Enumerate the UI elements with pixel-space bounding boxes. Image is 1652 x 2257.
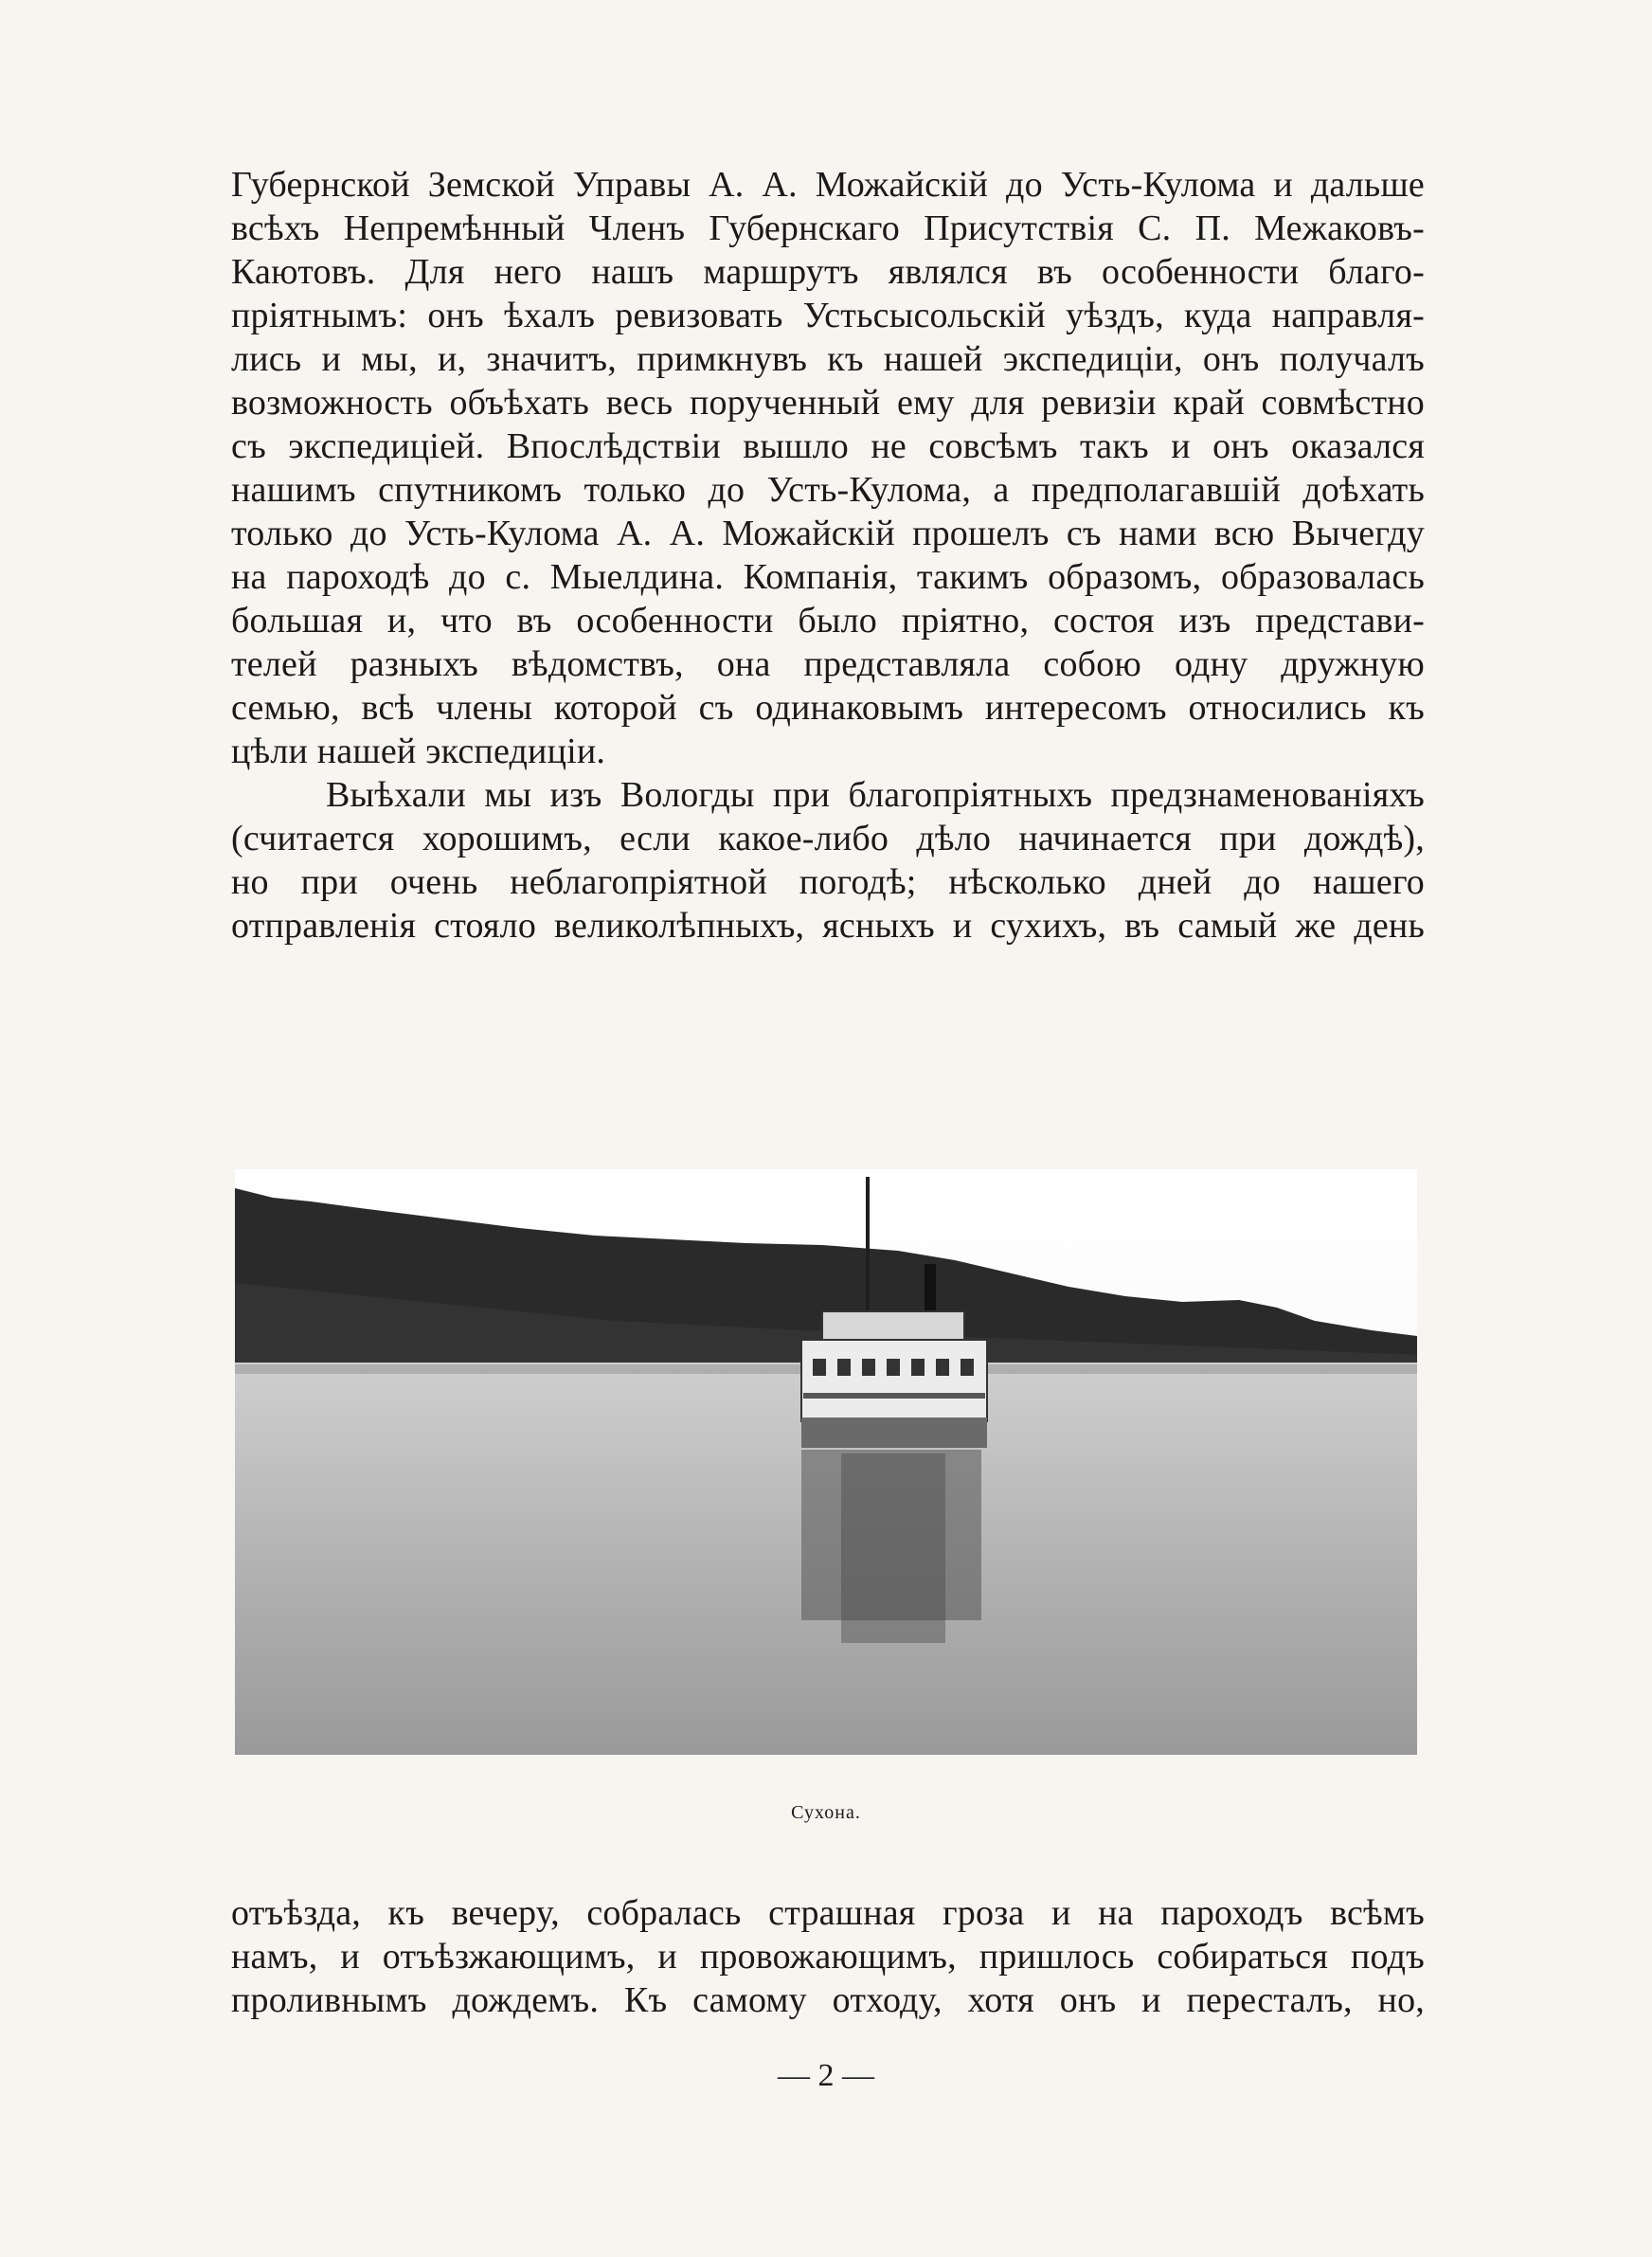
body-text-bottom — [231, 1891, 1425, 2022]
text-line: проливнымъ дождемъ. Къ самому отходу, хотя онъ и пересталъ, но, — [231, 1980, 1425, 2020]
text-line: Губернской Земской Управы А. А. Можайскій до Усть-Кулома и дальше — [231, 165, 1425, 205]
text-line: большая и, что въ особенности было пріятно, состоя изъ представи- — [231, 601, 1425, 641]
text-line: намъ, и отъѣзжающимъ, и провожающимъ, пришлось собираться подъ — [231, 1937, 1425, 1977]
text-line: отправленія стояло великолѣпныхъ, ясныхъ и сухихъ, въ самый же день — [231, 906, 1425, 946]
text-line: телей разныхъ вѣдомствъ, она представляла собою одну дружную — [231, 644, 1425, 684]
text-line: цѣли нашей экспедиціи. — [231, 731, 606, 771]
text-line: всѣхъ Непремѣнный Членъ Губернскаго Присутствія С. П. Межаковъ- — [231, 208, 1425, 248]
text-line: съ экспедиціей. Впослѣдствіи вышло не совсѣмъ такъ и онъ оказался — [231, 426, 1425, 466]
text-line: нашимъ спутникомъ только до Усть-Кулома, а предполагавшій доѣхать — [231, 470, 1425, 510]
text-line: семью, всѣ члены которой съ одинаковымъ интересомъ относились къ — [231, 688, 1425, 728]
river-steamboat-photo — [235, 1169, 1417, 1755]
text-line: но при очень неблагопріятной погодѣ; нѣсколько дней до нашего — [231, 862, 1425, 902]
text-line: возможность объѣхать весь порученный ему для ревизіи край совмѣстно — [231, 383, 1425, 423]
text-line: лись и мы, и, значитъ, примкнувъ къ нашей экспедиціи, онъ получалъ — [231, 339, 1425, 379]
text-line: пріятнымъ: онъ ѣхалъ ревизовать Устьсысольскій уѣздъ, куда направля- — [231, 296, 1425, 335]
page-number: — 2 — — [778, 2058, 874, 2093]
text-line: отъѣзда, къ вечеру, собралась страшная гроза и на пароходъ всѣмъ — [231, 1893, 1425, 1933]
body-text-top — [231, 163, 1425, 948]
photo-caption: Сухона. — [791, 1802, 861, 1823]
text-line: на пароходѣ до с. Мыелдина. Компанія, такимъ образомъ, образовалась — [231, 557, 1425, 597]
text-line: (считается хорошимъ, если какое-либо дѣло начинается при дождѣ), — [231, 819, 1425, 858]
text-line: только до Усть-Кулома А. А. Можайскій прошелъ съ нами всю Вычегду — [231, 514, 1425, 553]
text-line: Каютовъ. Для него нашъ маршрутъ являлся въ особенности благо- — [231, 252, 1425, 292]
text-line: Выѣхали мы изъ Вологды при благопріятныхъ предзнаменованіяхъ — [326, 775, 1425, 815]
